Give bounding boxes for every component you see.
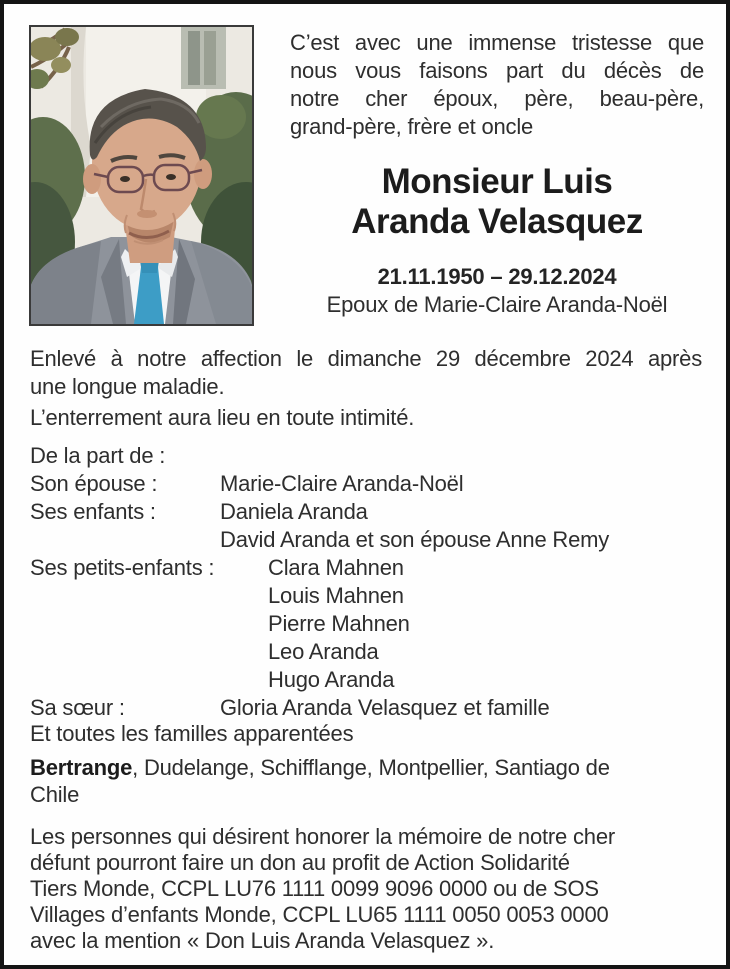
death-paragraph xyxy=(30,345,702,401)
family-row-value: Leo Aranda xyxy=(268,639,379,664)
city-of-residence: Bertrange xyxy=(30,755,133,780)
deceased-name-line1: Monsieur Luis xyxy=(381,162,613,201)
intro-line: notre cher époux, père, beau-père, xyxy=(290,86,704,111)
donation-paragraph xyxy=(30,824,702,954)
family-row-label: Son épouse : xyxy=(30,471,158,496)
family-row-grandchildren xyxy=(30,554,702,694)
intro-paragraph xyxy=(290,29,704,141)
intro-line: C’est avec une immense tristesse que xyxy=(290,30,704,55)
family-row-label: Ses enfants : xyxy=(30,499,156,524)
family-row-values xyxy=(220,498,702,554)
family-row-sister xyxy=(30,694,702,722)
family-row-children xyxy=(30,498,702,554)
spouse-line: Epoux de Marie-Claire Aranda-Noël xyxy=(326,292,668,317)
donation-line: avec la mention « Don Luis Aranda Velasquez ». xyxy=(30,928,495,953)
portrait-photo xyxy=(29,25,254,326)
death-paragraph-line2: une longue maladie. xyxy=(30,374,225,399)
intro-line: grand-père, frère et oncle xyxy=(290,114,534,139)
donation-line: Tiers Monde, CCPL LU76 1111 0099 9096 0000 ou de SOS xyxy=(30,876,599,901)
family-row-value: David Aranda et son épouse Anne Remy xyxy=(220,527,610,552)
family-row-value: Louis Mahnen xyxy=(268,583,404,608)
family-row-value: Gloria Aranda Velasquez et famille xyxy=(220,695,550,720)
death-paragraph-line1: Enlevé à notre affection le dimanche 29 décembre 2024 après xyxy=(30,346,702,371)
from-label: De la part de : xyxy=(30,443,166,468)
intro-line: nous vous faisons part du décès de xyxy=(290,58,704,83)
donation-line: défunt pourront faire un don au profit de Action Solidarité xyxy=(30,850,570,875)
family-row-label: Sa sœur : xyxy=(30,695,125,720)
deceased-name xyxy=(290,162,704,242)
portrait-photo-drawing xyxy=(31,27,252,324)
family-row-value: Marie-Claire Aranda-Noël xyxy=(220,471,464,496)
donation-line: Villages d’enfants Monde, CCPL LU65 1111 0050 0053 0000 xyxy=(30,902,609,927)
deceased-name-line2: Aranda Velasquez xyxy=(351,202,643,241)
family-row-label: Ses petits-enfants : xyxy=(30,555,215,580)
family-row-value: Clara Mahnen xyxy=(268,555,404,580)
family-row-value: Daniela Aranda xyxy=(220,499,368,524)
family-list xyxy=(30,470,702,722)
family-row-spouse xyxy=(30,470,702,498)
cities-line2: Chile xyxy=(30,782,80,807)
donation-line: Les personnes qui désirent honorer la mémoire de notre cher xyxy=(30,824,615,849)
family-row-value: Hugo Aranda xyxy=(268,667,395,692)
related-families-line: Et toutes les familles apparentées xyxy=(30,721,354,746)
cities-rest: , Dudelange, Schifflange, Montpellier, Santiago de xyxy=(132,755,610,780)
life-dates: 21.11.1950 – 29.12.2024 xyxy=(377,264,617,289)
cities-line xyxy=(30,754,702,808)
funeral-paragraph: L’enterrement aura lieu en toute intimité. xyxy=(30,405,415,430)
family-row-values xyxy=(268,554,702,694)
family-row-value: Pierre Mahnen xyxy=(268,611,410,636)
